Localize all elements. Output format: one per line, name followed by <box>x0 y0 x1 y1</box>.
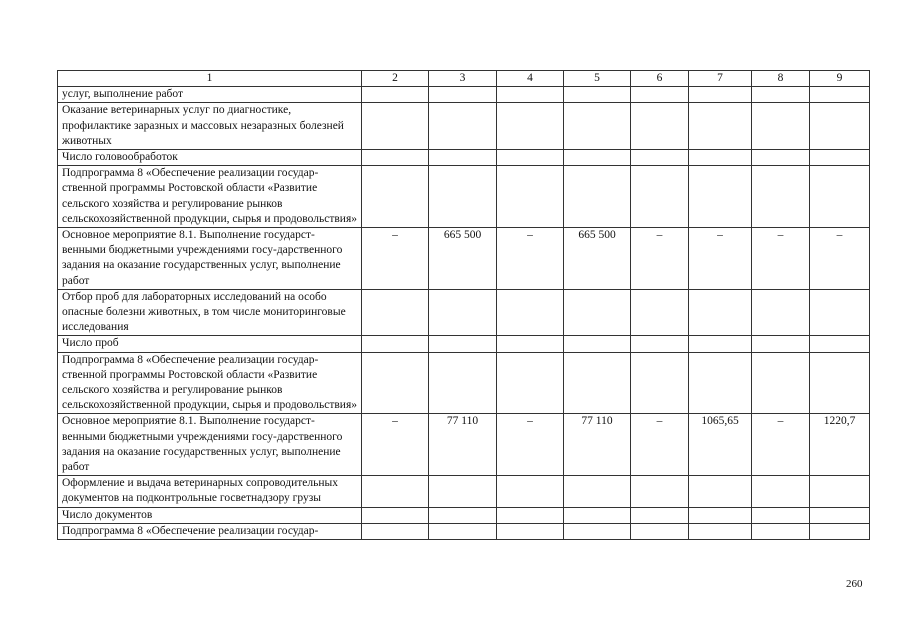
value-cell <box>564 352 631 414</box>
budget-table <box>57 70 870 540</box>
table-row <box>58 414 870 476</box>
value-cell <box>362 150 429 166</box>
value-cell <box>429 336 497 352</box>
header-cell: 5 <box>564 71 631 87</box>
value-cell <box>810 523 870 539</box>
value-cell <box>497 166 564 228</box>
value-cell <box>689 523 752 539</box>
value-cell: – <box>689 228 752 290</box>
value-cell: – <box>810 228 870 290</box>
header-cell: 9 <box>810 71 870 87</box>
header-cell: 4 <box>497 71 564 87</box>
value-cell <box>497 87 564 103</box>
value-cell: 665 500 <box>564 228 631 290</box>
value-cell <box>564 523 631 539</box>
value-cell <box>429 352 497 414</box>
value-cell <box>362 289 429 336</box>
value-cell <box>631 336 689 352</box>
value-cell: – <box>362 228 429 290</box>
value-cell: 77 110 <box>564 414 631 476</box>
value-cell <box>689 289 752 336</box>
value-cell <box>362 507 429 523</box>
value-cell <box>564 150 631 166</box>
value-cell <box>362 476 429 507</box>
value-cell <box>429 150 497 166</box>
value-cell <box>497 289 564 336</box>
row-label: Число головообработок <box>58 150 362 166</box>
row-label: Подпрограмма 8 «Обеспечение реализации государ-ственной программы Ростовской области «Развитие сельского хозяйства и регулирование рынков сельскохозяйственной продукции, сырья и продовольствия» <box>58 352 362 414</box>
value-cell <box>429 476 497 507</box>
value-cell: – <box>497 228 564 290</box>
value-cell <box>497 352 564 414</box>
value-cell <box>497 150 564 166</box>
value-cell <box>564 103 631 150</box>
value-cell: – <box>752 414 810 476</box>
value-cell <box>429 507 497 523</box>
value-cell <box>752 289 810 336</box>
row-label: Основное мероприятие 8.1. Выполнение государст-венными бюджетными учреждениями госу-дарственного задания на оказание государственных услуг, выполнение работ <box>58 414 362 476</box>
value-cell <box>689 103 752 150</box>
table-row <box>58 336 870 352</box>
value-cell <box>564 166 631 228</box>
table-row <box>58 352 870 414</box>
table-row <box>58 507 870 523</box>
value-cell <box>631 103 689 150</box>
value-cell <box>752 150 810 166</box>
value-cell: – <box>497 414 564 476</box>
value-cell <box>631 166 689 228</box>
value-cell <box>752 336 810 352</box>
value-cell <box>752 103 810 150</box>
value-cell: – <box>631 414 689 476</box>
value-cell <box>752 523 810 539</box>
value-cell <box>362 103 429 150</box>
row-label: Число документов <box>58 507 362 523</box>
header-cell: 6 <box>631 71 689 87</box>
value-cell <box>564 507 631 523</box>
value-cell <box>810 352 870 414</box>
value-cell <box>689 507 752 523</box>
value-cell <box>631 352 689 414</box>
value-cell: – <box>631 228 689 290</box>
table-row <box>58 523 870 539</box>
value-cell <box>689 150 752 166</box>
value-cell <box>689 166 752 228</box>
value-cell: – <box>752 228 810 290</box>
row-label: Основное мероприятие 8.1. Выполнение государст-венными бюджетными учреждениями госу-дарственного задания на оказание государственных услуг, выполнение работ <box>58 228 362 290</box>
value-cell <box>810 103 870 150</box>
value-cell <box>497 523 564 539</box>
table-row <box>58 289 870 336</box>
value-cell <box>362 523 429 539</box>
page-number: 260 <box>846 578 863 590</box>
row-label: Число проб <box>58 336 362 352</box>
table-row <box>58 87 870 103</box>
value-cell <box>631 87 689 103</box>
table-row <box>58 103 870 150</box>
value-cell: 1220,7 <box>810 414 870 476</box>
value-cell <box>362 166 429 228</box>
table-body <box>58 71 870 540</box>
value-cell <box>564 336 631 352</box>
value-cell <box>752 476 810 507</box>
value-cell <box>810 150 870 166</box>
value-cell <box>497 507 564 523</box>
value-cell <box>429 103 497 150</box>
value-cell <box>564 476 631 507</box>
row-label: Отбор проб для лабораторных исследований на особо опасные болезни животных, в том числе мониторинговые исследования <box>58 289 362 336</box>
value-cell <box>752 87 810 103</box>
value-cell <box>631 289 689 336</box>
table-row <box>58 228 870 290</box>
value-cell <box>564 87 631 103</box>
value-cell <box>631 507 689 523</box>
header-cell: 7 <box>689 71 752 87</box>
table-row <box>58 476 870 507</box>
value-cell <box>429 87 497 103</box>
value-cell <box>564 289 631 336</box>
row-label: Подпрограмма 8 «Обеспечение реализации государ- <box>58 523 362 539</box>
value-cell <box>362 336 429 352</box>
header-row <box>58 71 870 87</box>
value-cell <box>429 289 497 336</box>
value-cell <box>429 166 497 228</box>
value-cell <box>631 523 689 539</box>
row-label: Оказание ветеринарных услуг по диагностике, профилактике заразных и массовых незаразных болезней животных <box>58 103 362 150</box>
value-cell <box>362 352 429 414</box>
value-cell: 1065,65 <box>689 414 752 476</box>
row-label: Оформление и выдача ветеринарных сопроводительных документов на подконтрольные госветнадзору грузы <box>58 476 362 507</box>
value-cell <box>631 150 689 166</box>
value-cell: – <box>362 414 429 476</box>
value-cell <box>810 336 870 352</box>
value-cell: 77 110 <box>429 414 497 476</box>
value-cell <box>689 352 752 414</box>
value-cell: 665 500 <box>429 228 497 290</box>
value-cell <box>689 476 752 507</box>
value-cell <box>752 166 810 228</box>
value-cell <box>689 336 752 352</box>
header-cell: 8 <box>752 71 810 87</box>
value-cell <box>689 87 752 103</box>
header-cell: 1 <box>58 71 362 87</box>
table-row <box>58 166 870 228</box>
value-cell <box>429 523 497 539</box>
header-cell: 2 <box>362 71 429 87</box>
value-cell <box>752 507 810 523</box>
value-cell <box>631 476 689 507</box>
value-cell <box>810 166 870 228</box>
row-label: услуг, выполнение работ <box>58 87 362 103</box>
value-cell <box>497 103 564 150</box>
value-cell <box>362 87 429 103</box>
value-cell <box>810 507 870 523</box>
value-cell <box>810 289 870 336</box>
row-label: Подпрограмма 8 «Обеспечение реализации государ-ственной программы Ростовской области «Развитие сельского хозяйства и регулирование рынков сельскохозяйственной продукции, сырья и продовольствия» <box>58 166 362 228</box>
value-cell <box>752 352 810 414</box>
table-row <box>58 150 870 166</box>
value-cell <box>497 336 564 352</box>
value-cell <box>497 476 564 507</box>
value-cell <box>810 476 870 507</box>
value-cell <box>810 87 870 103</box>
header-cell: 3 <box>429 71 497 87</box>
